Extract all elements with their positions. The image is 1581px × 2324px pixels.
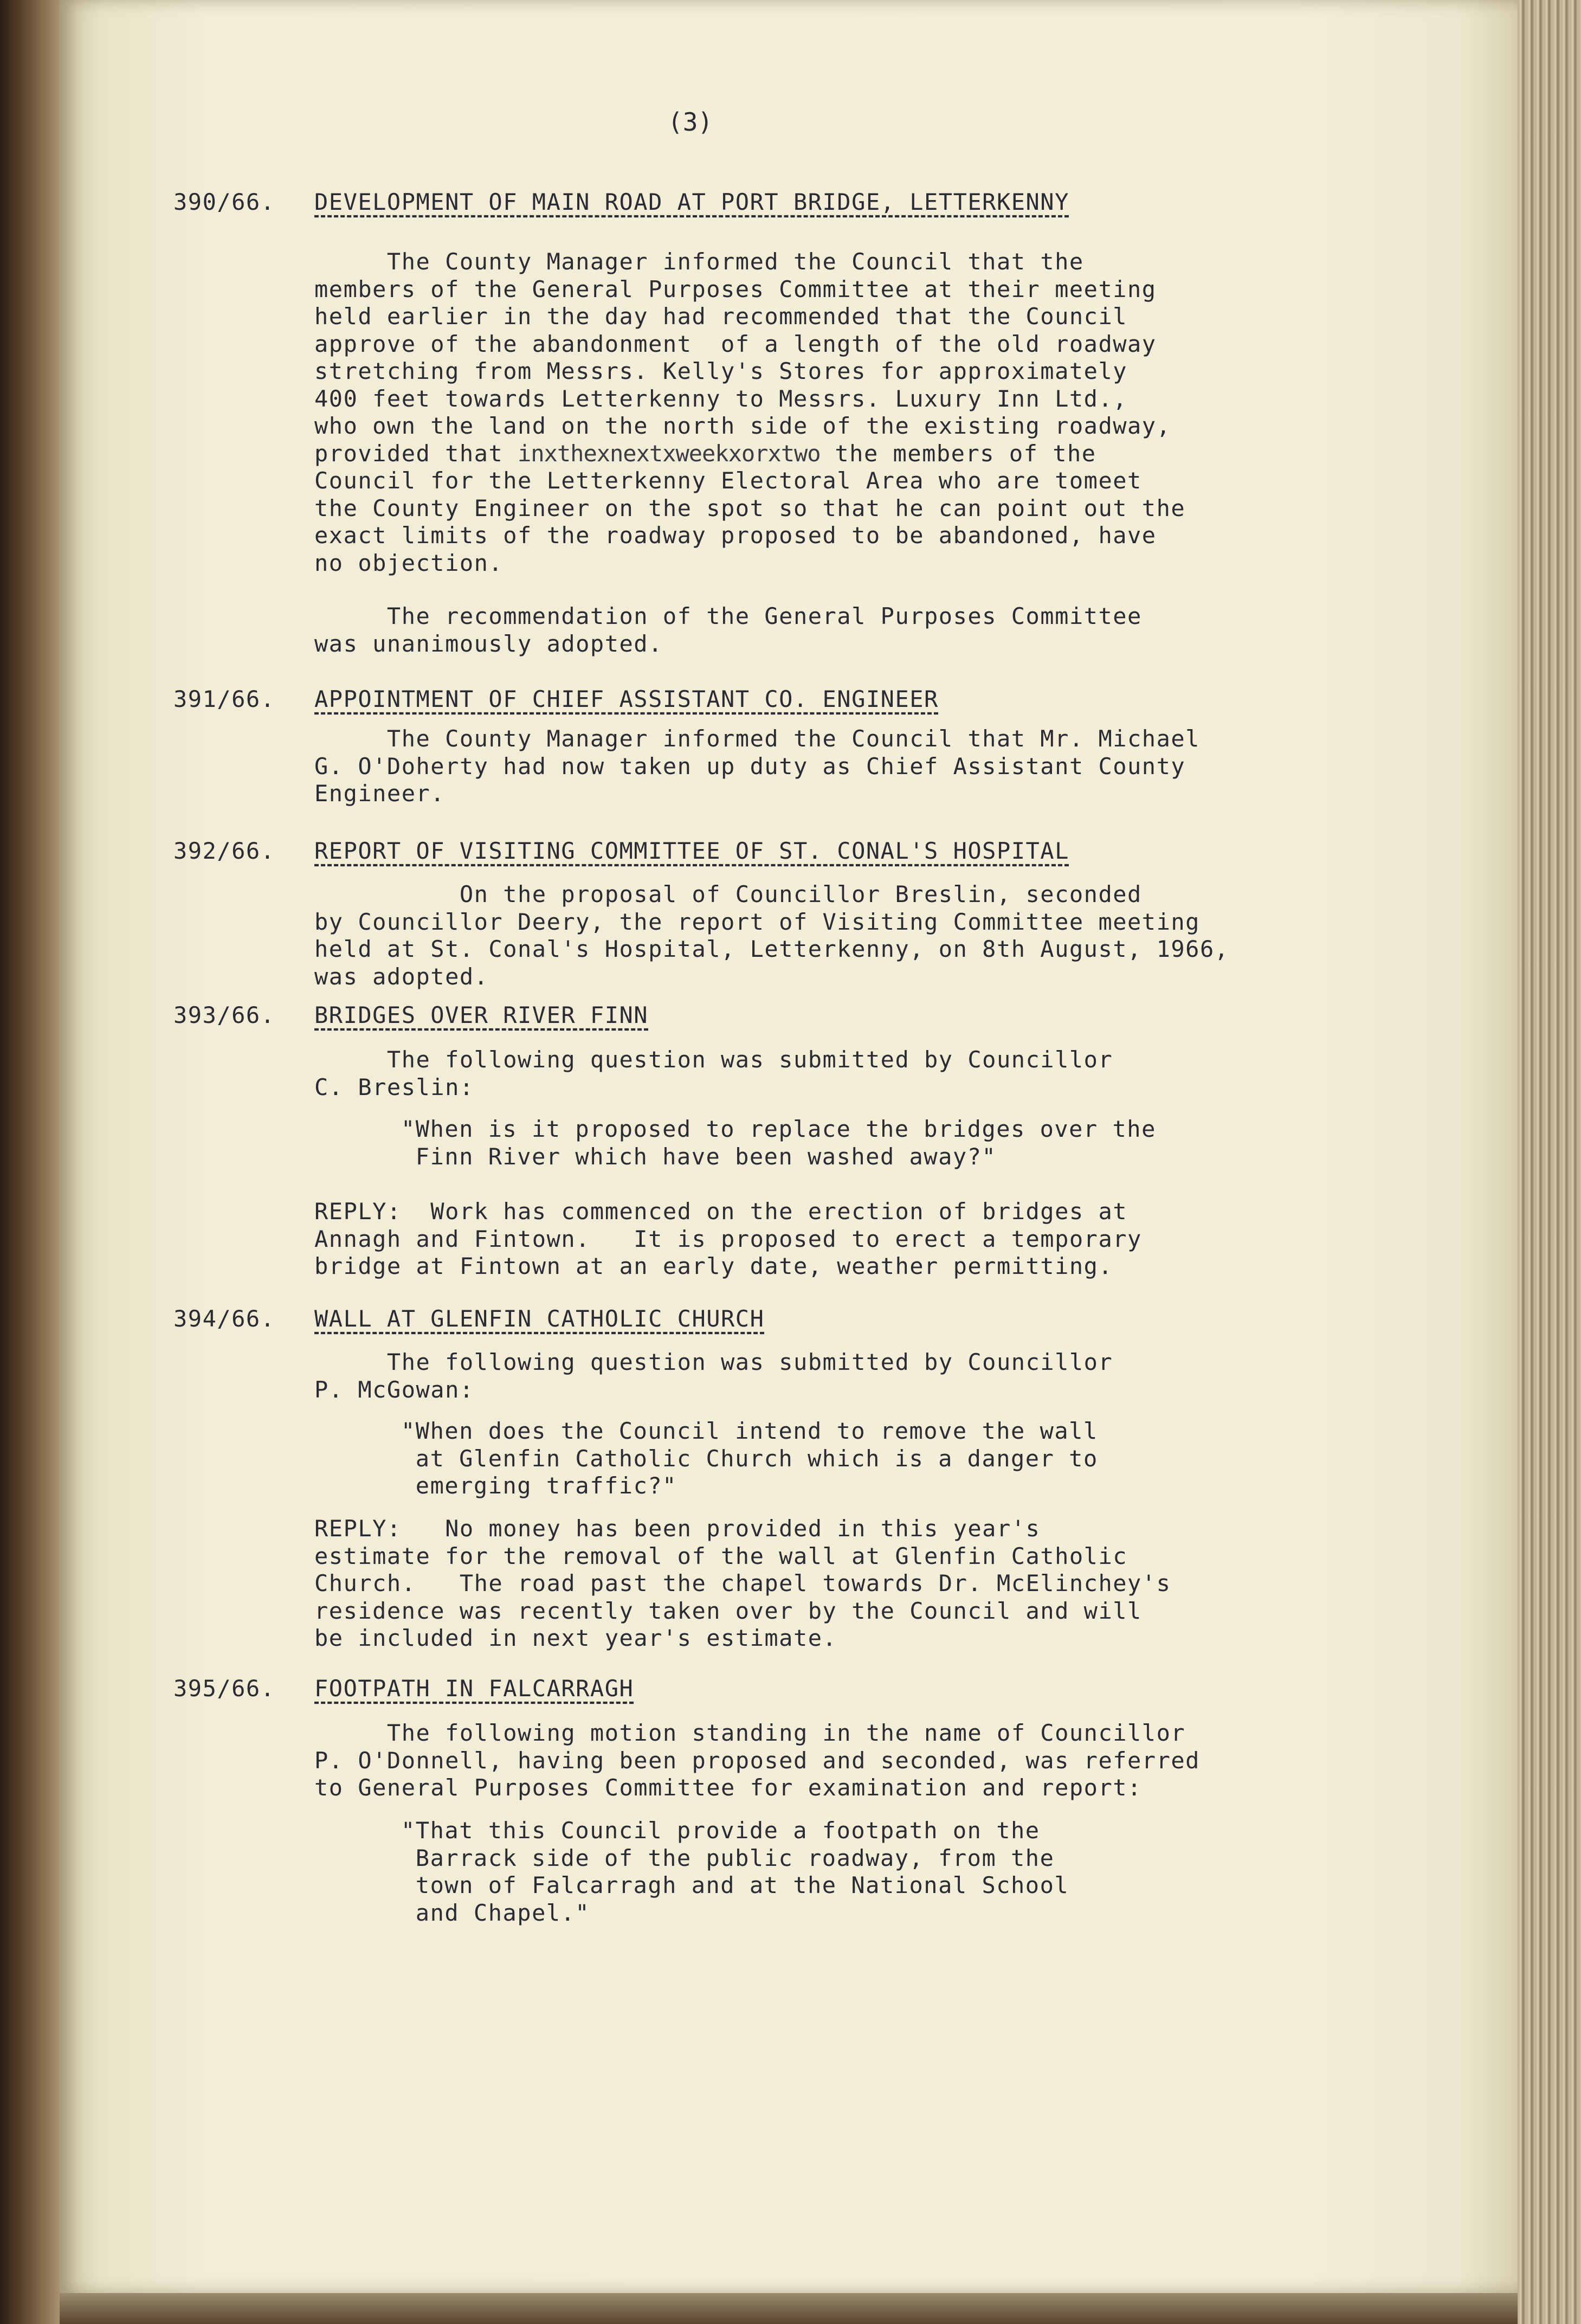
quoted-question: "When does the Council intend to remove the wall at Glenfin Catholic Church which is a danger to emerging traffic?" — [401, 1418, 1098, 1499]
minute-number: 394/66. — [173, 1305, 275, 1332]
section-heading: DEVELOPMENT OF MAIN ROAD AT PORT BRIDGE, LETTERKENNY — [314, 189, 1069, 215]
section-heading: WALL AT GLENFIN CATHOLIC CHURCH — [314, 1305, 765, 1332]
book-binding-edge — [0, 0, 60, 2324]
quoted-question: "When is it proposed to replace the bridges over the Finn River which have been washed away?" — [401, 1116, 1156, 1170]
reply: REPLY: Work has commenced on the erection of bridges at Annagh and Fintown. It is proposed to erect a temporary bridge at Fintown at an early date, weather permitting. — [314, 1198, 1142, 1279]
section-heading: FOOTPATH IN FALCARRAGH — [314, 1675, 634, 1702]
section-heading: REPORT OF VISITING COMMITTEE OF ST. CONAL'S HOSPITAL — [314, 838, 1069, 864]
reply: REPLY: No money has been provided in this year's estimate for the removal of the wall at Glenfin Catholic Church. The road past the chapel towards Dr. McElinchey's residence was recently taken over by the Council and will be included in next year's estimate. — [314, 1515, 1171, 1651]
minute-number: 392/66. — [173, 838, 275, 864]
paragraph: On the proposal of Councillor Breslin, seconded by Councillor Deery, the report of Visiting Committee meeting held at St. Conal's Hospital, Letterkenny, on 8th August, 1966, was adopted. — [314, 881, 1229, 990]
section-heading: APPOINTMENT OF CHIEF ASSISTANT CO. ENGINEER — [314, 686, 939, 712]
provided-line: provided that inxthexnextxweekxorxtwo the members of the — [314, 440, 1096, 467]
minute-number: 393/66. — [173, 1002, 275, 1028]
paragraph: The County Manager informed the Council that the members of the General Purposes Committee at their meeting held earlier in the day had recommended that the Council approve of the abandonment of a length of the old roadway stretching from Messrs. Kelly's Stores for approximately 400 feet towards Letterkenny to Messrs. Luxury Inn Ltd., who own the land on the north side of the existing roadway, provided that inxthexnextxweekxorxtwo the members of the Council for the Letterkenny Electoral Area who are tomeet the County Engineer on the spot so that he can point out the exact limits of the roadway proposed to be abandoned, have no objection. — [314, 248, 1186, 576]
paragraph: The following question was submitted by Councillor P. McGowan: — [314, 1349, 1113, 1403]
page-stack-edge — [1518, 0, 1581, 2324]
paragraph: The following question was submitted by Councillor C. Breslin: — [314, 1046, 1113, 1100]
book-bottom-edge — [60, 2293, 1518, 2324]
section-heading: BRIDGES OVER RIVER FINN — [314, 1002, 649, 1028]
minute-number: 395/66. — [173, 1675, 275, 1702]
minute-number: 390/66. — [173, 189, 275, 215]
struck-out-text: inxthexnextxweekxorxtwo — [518, 440, 821, 467]
quoted-motion: "That this Council provide a footpath on the Barrack side of the public roadway, from the town of Falcarragh and at the National School and Chapel." — [401, 1817, 1069, 1926]
minute-number: 391/66. — [173, 686, 275, 712]
page-number: (3) — [668, 107, 713, 137]
paragraph: The recommendation of the General Purposes Committee was unanimously adopted. — [314, 603, 1142, 657]
paragraph: The County Manager informed the Council that Mr. Michael G. O'Doherty had now taken up duty as Chief Assistant County Engineer. — [314, 725, 1200, 807]
paragraph: The following motion standing in the name of Councillor P. O'Donnell, having been proposed and seconded, was referred to General Purposes Committee for examination and report: — [314, 1720, 1200, 1801]
